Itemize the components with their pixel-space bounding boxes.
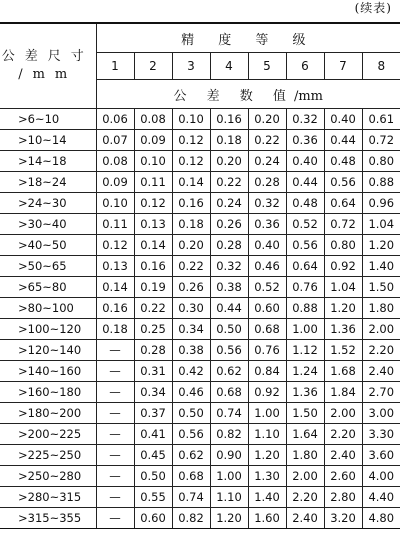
tolerance-value-cell: 1.12	[286, 340, 324, 361]
tolerance-value-cell: 0.74	[172, 487, 210, 508]
tolerance-value-cell: 0.64	[324, 193, 362, 214]
tolerance-value-cell: 0.22	[134, 298, 172, 319]
tolerance-value-cell: 1.60	[248, 508, 286, 529]
tolerance-value-cell: 0.61	[362, 109, 400, 130]
tolerance-value-cell: 0.48	[286, 193, 324, 214]
tolerance-value-cell: —	[96, 445, 134, 466]
table-row	[0, 298, 400, 319]
tolerance-value-cell: 4.80	[362, 508, 400, 529]
tolerance-value-cell: 1.04	[324, 277, 362, 298]
tolerance-value-cell: 1.20	[324, 298, 362, 319]
table-row	[0, 172, 400, 193]
tolerance-value-cell: —	[96, 424, 134, 445]
size-range-cell: >225~250	[0, 445, 96, 466]
tolerance-value-cell: 0.76	[248, 340, 286, 361]
grade-cell: 5	[248, 53, 286, 80]
tolerance-value-cell: 0.68	[210, 382, 248, 403]
tolerance-value-cell: 0.13	[134, 214, 172, 235]
table-body	[0, 109, 400, 529]
tolerance-value-cell: 0.36	[286, 130, 324, 151]
grade-cell: 8	[362, 53, 400, 80]
table-row	[0, 403, 400, 424]
tolerance-value-cell: 1.04	[362, 214, 400, 235]
values-header-unit: /mm	[293, 88, 323, 104]
tolerance-value-cell: 0.18	[96, 319, 134, 340]
tolerance-value-cell: 0.24	[248, 151, 286, 172]
size-range-cell: >80~100	[0, 298, 96, 319]
tolerance-value-cell: 2.60	[324, 466, 362, 487]
tolerance-value-cell: 0.68	[248, 319, 286, 340]
size-range-cell: >40~50	[0, 235, 96, 256]
tolerance-value-cell: 0.80	[324, 235, 362, 256]
tolerance-value-cell: 1.40	[362, 256, 400, 277]
size-range-cell: >140~160	[0, 361, 96, 382]
tolerance-value-cell: 0.26	[210, 214, 248, 235]
size-range-cell: >30~40	[0, 214, 96, 235]
tolerance-value-cell: 0.38	[172, 340, 210, 361]
tolerance-value-cell: 2.40	[324, 445, 362, 466]
tolerance-value-cell: 0.09	[96, 172, 134, 193]
grade-cell: 4	[210, 53, 248, 80]
tolerance-value-cell: 0.40	[286, 151, 324, 172]
tolerance-value-cell: 0.64	[286, 256, 324, 277]
size-range-cell: >14~18	[0, 151, 96, 172]
tolerance-value-cell: 0.44	[286, 172, 324, 193]
tolerance-value-cell: 0.62	[210, 361, 248, 382]
tolerance-value-cell: 0.11	[96, 214, 134, 235]
tolerance-value-cell: 0.52	[286, 214, 324, 235]
tolerance-value-cell: 0.52	[248, 277, 286, 298]
tolerance-value-cell: 1.20	[248, 445, 286, 466]
tolerance-value-cell: 0.46	[172, 382, 210, 403]
tolerance-value-cell: —	[96, 382, 134, 403]
tolerance-value-cell: 0.32	[248, 193, 286, 214]
tolerance-value-cell: 0.16	[96, 298, 134, 319]
values-header-label: 公 差 数 值	[173, 88, 294, 104]
tolerance-value-cell: 0.92	[248, 382, 286, 403]
tolerance-value-cell: 0.37	[134, 403, 172, 424]
tolerance-value-cell: 0.32	[210, 256, 248, 277]
tolerance-value-cell: 1.00	[248, 403, 286, 424]
tolerance-value-cell: 0.10	[172, 109, 210, 130]
tolerance-value-cell: 2.00	[286, 466, 324, 487]
tolerance-value-cell: 0.22	[172, 256, 210, 277]
tolerance-value-cell: 2.70	[362, 382, 400, 403]
table-row	[0, 445, 400, 466]
tolerance-value-cell: 2.80	[324, 487, 362, 508]
tolerance-value-cell: 0.56	[172, 424, 210, 445]
tolerance-value-cell: 4.40	[362, 487, 400, 508]
tolerance-value-cell: 0.50	[134, 466, 172, 487]
tolerance-value-cell: 0.20	[172, 235, 210, 256]
tolerance-value-cell: 2.20	[324, 424, 362, 445]
tolerance-value-cell: 0.55	[134, 487, 172, 508]
table-row	[0, 424, 400, 445]
size-range-cell: >200~225	[0, 424, 96, 445]
stub-header-unit: /mm	[18, 67, 78, 82]
tolerance-value-cell: 1.84	[324, 382, 362, 403]
tolerance-value-cell: 1.68	[324, 361, 362, 382]
stub-header	[0, 23, 96, 109]
tolerance-value-cell: 0.92	[324, 256, 362, 277]
table-row	[0, 151, 400, 172]
tolerance-value-cell: 0.88	[286, 298, 324, 319]
tolerance-value-cell: 0.34	[172, 319, 210, 340]
tolerance-value-cell: 3.30	[362, 424, 400, 445]
tolerance-value-cell: 0.72	[324, 214, 362, 235]
tolerance-value-cell: 0.12	[172, 130, 210, 151]
tolerance-value-cell: 0.60	[248, 298, 286, 319]
grade-cell: 6	[286, 53, 324, 80]
tolerance-value-cell: 1.64	[286, 424, 324, 445]
size-range-cell: >120~140	[0, 340, 96, 361]
table-row	[0, 508, 400, 529]
tolerance-value-cell: 2.00	[362, 319, 400, 340]
tolerance-value-cell: 0.25	[134, 319, 172, 340]
tolerance-value-cell: 0.12	[172, 151, 210, 172]
size-range-cell: >160~180	[0, 382, 96, 403]
size-range-cell: >10~14	[0, 130, 96, 151]
tolerance-value-cell: 0.20	[248, 109, 286, 130]
tolerance-value-cell: 0.72	[362, 130, 400, 151]
tolerance-value-cell: 1.80	[362, 298, 400, 319]
tolerance-value-cell: 3.00	[362, 403, 400, 424]
tolerance-value-cell: 0.16	[172, 193, 210, 214]
tolerance-value-cell: 0.18	[210, 130, 248, 151]
tolerance-value-cell: 0.50	[172, 403, 210, 424]
tolerance-value-cell: 0.06	[96, 109, 134, 130]
tolerance-value-cell: 0.40	[248, 235, 286, 256]
tolerance-value-cell: 0.50	[210, 319, 248, 340]
tolerance-value-cell: 0.10	[134, 151, 172, 172]
tolerance-value-cell: 0.48	[324, 151, 362, 172]
tolerance-value-cell: 0.26	[172, 277, 210, 298]
tolerance-value-cell: 1.20	[362, 235, 400, 256]
table-row	[0, 319, 400, 340]
tolerance-value-cell: 0.60	[134, 508, 172, 529]
tolerance-value-cell: 1.50	[362, 277, 400, 298]
tolerance-value-cell: 0.08	[134, 109, 172, 130]
table-row	[0, 340, 400, 361]
tolerance-value-cell: 0.46	[248, 256, 286, 277]
tolerance-value-cell: 1.40	[248, 487, 286, 508]
table-row	[0, 256, 400, 277]
tolerance-value-cell: 0.56	[324, 172, 362, 193]
tolerance-value-cell: 0.96	[362, 193, 400, 214]
tolerance-value-cell: 0.28	[134, 340, 172, 361]
tolerance-value-cell: 0.84	[248, 361, 286, 382]
size-range-cell: >250~280	[0, 466, 96, 487]
tolerance-value-cell: 0.14	[134, 235, 172, 256]
stub-header-label: 公差尺寸	[1, 49, 94, 64]
tolerance-value-cell: 0.44	[324, 130, 362, 151]
table-row	[0, 130, 400, 151]
table-row	[0, 214, 400, 235]
tolerance-value-cell: 0.14	[96, 277, 134, 298]
tolerance-value-cell: —	[96, 508, 134, 529]
tolerance-value-cell: 0.32	[286, 109, 324, 130]
size-range-cell: >24~30	[0, 193, 96, 214]
table-row	[0, 235, 400, 256]
tolerance-value-cell: 1.10	[248, 424, 286, 445]
tolerance-value-cell: 0.40	[324, 109, 362, 130]
tolerance-value-cell: 0.28	[210, 235, 248, 256]
tolerance-table	[0, 22, 400, 529]
tolerance-value-cell: 0.38	[210, 277, 248, 298]
tolerance-value-cell: 0.11	[134, 172, 172, 193]
tolerance-value-cell: 2.20	[362, 340, 400, 361]
tolerance-value-cell: 1.20	[210, 508, 248, 529]
tolerance-value-cell: 0.24	[210, 193, 248, 214]
grade-header: 精 度 等 级	[96, 23, 400, 53]
table-row	[0, 109, 400, 130]
tolerance-value-cell: 0.80	[362, 151, 400, 172]
tolerance-value-cell: 0.34	[134, 382, 172, 403]
tolerance-value-cell: 0.36	[248, 214, 286, 235]
tolerance-value-cell: 1.36	[324, 319, 362, 340]
tolerance-value-cell: —	[96, 466, 134, 487]
tolerance-value-cell: 1.30	[248, 466, 286, 487]
tolerance-value-cell: 0.74	[210, 403, 248, 424]
grade-cell: 2	[134, 53, 172, 80]
tolerance-value-cell: 1.00	[286, 319, 324, 340]
size-range-cell: >6~10	[0, 109, 96, 130]
tolerance-value-cell: 0.12	[134, 193, 172, 214]
tolerance-value-cell: 0.76	[286, 277, 324, 298]
tolerance-value-cell: 0.22	[248, 130, 286, 151]
tolerance-value-cell: 2.40	[286, 508, 324, 529]
size-range-cell: >50~65	[0, 256, 96, 277]
tolerance-value-cell: 0.09	[134, 130, 172, 151]
tolerance-value-cell: 0.56	[210, 340, 248, 361]
tolerance-value-cell: 0.20	[210, 151, 248, 172]
tolerance-value-cell: 0.45	[134, 445, 172, 466]
tolerance-value-cell: 0.22	[210, 172, 248, 193]
tolerance-value-cell: 2.00	[324, 403, 362, 424]
tolerance-value-cell: 2.40	[362, 361, 400, 382]
table-row	[0, 382, 400, 403]
size-range-cell: >280~315	[0, 487, 96, 508]
table-row	[0, 466, 400, 487]
tolerance-value-cell: 1.52	[324, 340, 362, 361]
values-header	[96, 80, 400, 109]
tolerance-value-cell: 0.88	[362, 172, 400, 193]
tolerance-value-cell: 0.30	[172, 298, 210, 319]
tolerance-value-cell: 0.62	[172, 445, 210, 466]
tolerance-value-cell: 0.12	[96, 235, 134, 256]
tolerance-value-cell: 3.20	[324, 508, 362, 529]
size-range-cell: >18~24	[0, 172, 96, 193]
tolerance-value-cell: 0.56	[286, 235, 324, 256]
tolerance-value-cell: 0.16	[210, 109, 248, 130]
grade-cell: 1	[96, 53, 134, 80]
tolerance-value-cell: 0.82	[210, 424, 248, 445]
size-range-cell: >315~355	[0, 508, 96, 529]
tolerance-value-cell: 0.18	[172, 214, 210, 235]
tolerance-value-cell: 1.10	[210, 487, 248, 508]
size-range-cell: >100~120	[0, 319, 96, 340]
tolerance-value-cell: 0.16	[134, 256, 172, 277]
tolerance-value-cell: 1.24	[286, 361, 324, 382]
size-range-cell: >65~80	[0, 277, 96, 298]
tolerance-value-cell: 1.00	[210, 466, 248, 487]
tolerance-value-cell: 0.28	[248, 172, 286, 193]
table-row	[0, 277, 400, 298]
grade-cell: 3	[172, 53, 210, 80]
tolerance-value-cell: 2.20	[286, 487, 324, 508]
tolerance-value-cell: 0.07	[96, 130, 134, 151]
tolerance-value-cell: —	[96, 340, 134, 361]
tolerance-value-cell: 0.90	[210, 445, 248, 466]
tolerance-value-cell: 0.42	[172, 361, 210, 382]
tolerance-value-cell: 0.82	[172, 508, 210, 529]
tolerance-value-cell: 0.31	[134, 361, 172, 382]
table-row	[0, 487, 400, 508]
tolerance-value-cell: 0.13	[96, 256, 134, 277]
tolerance-value-cell: 0.14	[172, 172, 210, 193]
tolerance-value-cell: 0.68	[172, 466, 210, 487]
size-range-cell: >180~200	[0, 403, 96, 424]
tolerance-table-container	[0, 22, 400, 558]
tolerance-value-cell: 0.44	[210, 298, 248, 319]
table-row	[0, 361, 400, 382]
tolerance-value-cell: 0.19	[134, 277, 172, 298]
tolerance-value-cell: 0.10	[96, 193, 134, 214]
continued-label: (续表)	[354, 1, 392, 15]
table-header	[0, 23, 400, 109]
tolerance-value-cell: 1.50	[286, 403, 324, 424]
table-row	[0, 193, 400, 214]
tolerance-value-cell: —	[96, 403, 134, 424]
tolerance-value-cell: 0.41	[134, 424, 172, 445]
tolerance-value-cell: 1.36	[286, 382, 324, 403]
grade-cell: 7	[324, 53, 362, 80]
tolerance-value-cell: —	[96, 361, 134, 382]
tolerance-value-cell: 0.08	[96, 151, 134, 172]
tolerance-value-cell: —	[96, 487, 134, 508]
tolerance-value-cell: 1.80	[286, 445, 324, 466]
tolerance-value-cell: 3.60	[362, 445, 400, 466]
tolerance-value-cell: 4.00	[362, 466, 400, 487]
